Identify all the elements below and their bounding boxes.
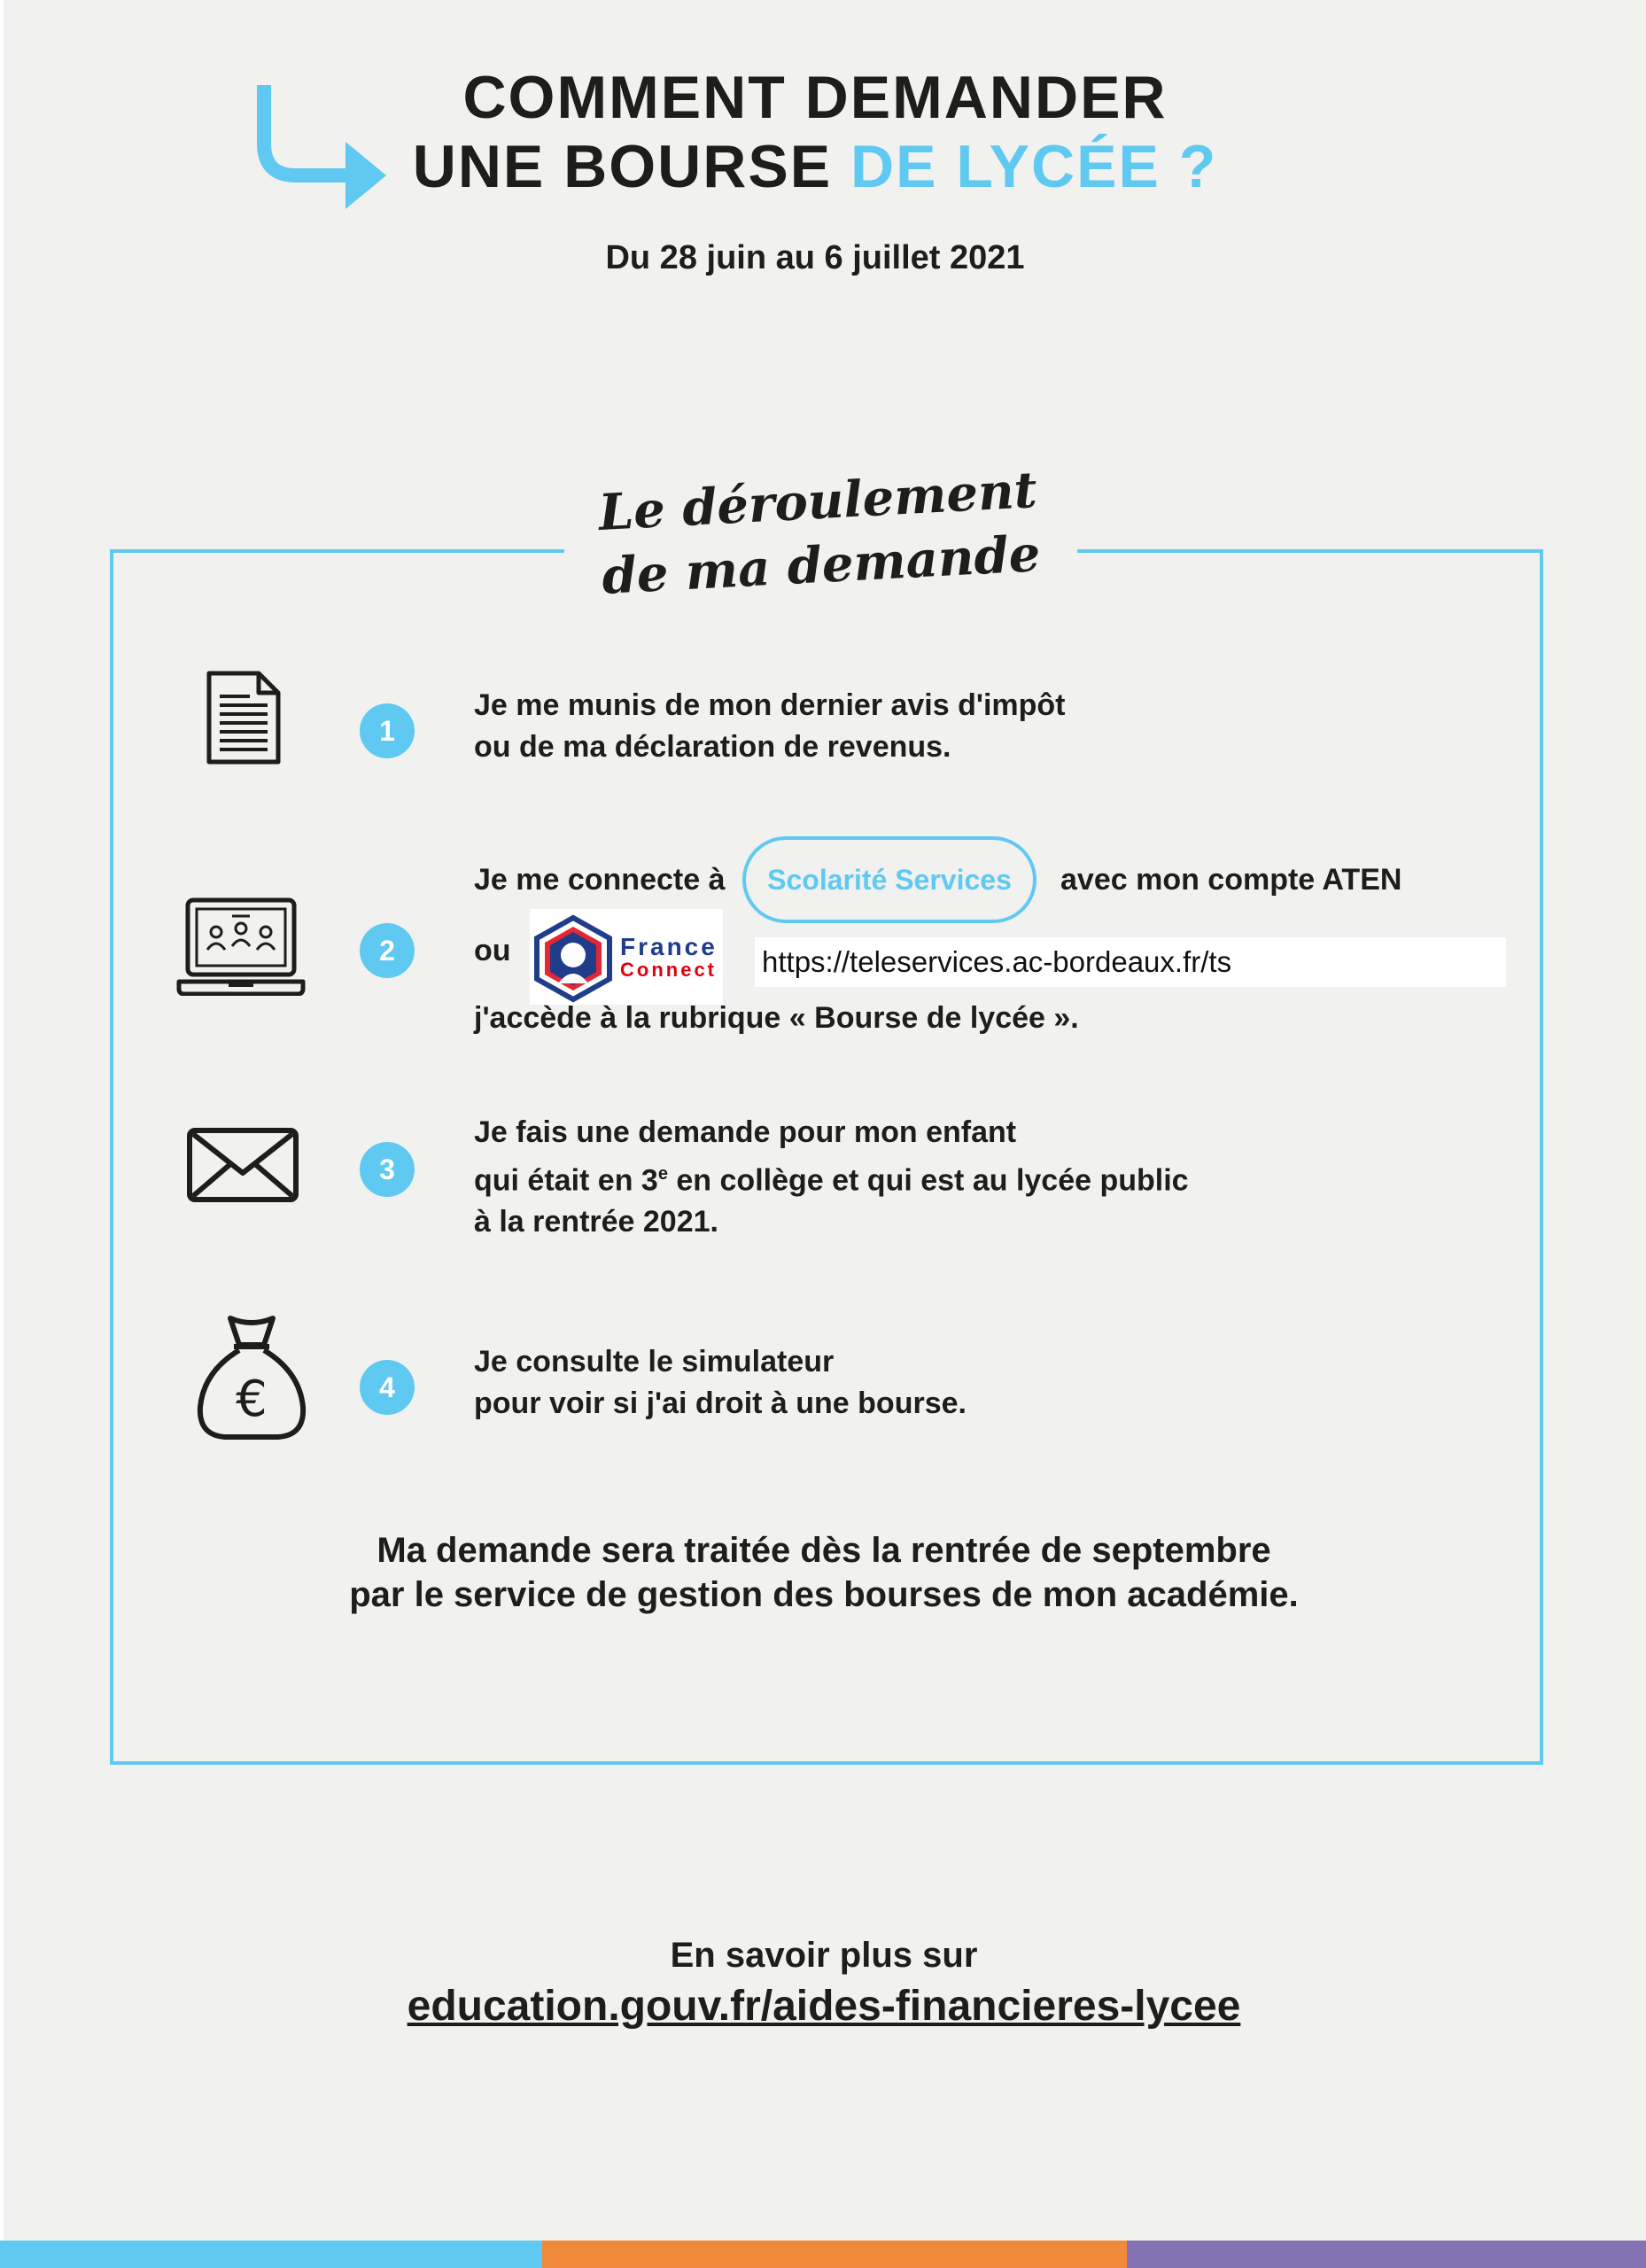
footer-bar-purple: [1127, 2241, 1646, 2268]
frame-border-bottom: [110, 1761, 1543, 1765]
title-accent: DE LYCÉE ?: [850, 133, 1218, 200]
page-title-line2: [354, 131, 1276, 202]
frame-border-right: [1540, 549, 1543, 1765]
page-edge: [0, 0, 4, 2268]
step-number-2: 2: [360, 923, 415, 978]
footer-bar-blue: [0, 2241, 542, 2268]
frame-border-top-left: [110, 549, 564, 553]
step-2-ou: ou: [474, 934, 511, 967]
step-2-line1-a: Je me connecte à: [474, 863, 726, 897]
teleservices-url[interactable]: https://teleservices.ac-bordeaux.fr/ts: [755, 937, 1506, 987]
frame-border-left: [110, 549, 113, 1765]
envelope-icon: [186, 1127, 299, 1203]
page-title-line1: COMMENT DEMANDER: [462, 64, 1168, 131]
section-title: Le déroulement de ma demande: [597, 461, 1042, 606]
step-number-1: 1: [360, 703, 415, 758]
conclusion-text: Ma demande sera traitée dès la rentrée de septembre par le service de gestion des bourses de mon académie.: [349, 1531, 1299, 1614]
france-connect-logo-icon: [532, 914, 615, 1007]
date-range: Du 28 juin au 6 juillet 2021: [605, 239, 1025, 276]
svg-text:€: €: [236, 1371, 268, 1428]
footer-bar-orange: [542, 2241, 1127, 2268]
document-icon: [206, 670, 282, 765]
step-number-3: 3: [360, 1142, 415, 1197]
step-4-text: Je consulte le simulateur pour voir si j'ai droit à une bourse.: [474, 1345, 967, 1420]
step-2-line3: j'accède à la rubrique « Bourse de lycée ».: [474, 1001, 1079, 1035]
step-1-text: Je me munis de mon dernier avis d'impôt ou de ma déclaration de revenus.: [474, 688, 1066, 764]
title-part: UNE BOURSE: [412, 133, 833, 200]
scolarite-services-button[interactable]: Scolarité Services: [742, 836, 1037, 923]
info-link[interactable]: education.gouv.fr/aides-financieres-lycee: [407, 1983, 1241, 2030]
step-3-text: Je fais une demande pour mon enfant qui était en 3e en collège et qui est au lycée public à la rentrée 2021.: [474, 1115, 1189, 1239]
step-2-line1-b: avec mon compte ATEN: [1060, 863, 1402, 897]
france-connect-label: France Connect: [620, 933, 718, 981]
money-bag-icon: [195, 1315, 308, 1441]
laptop-icon: [175, 897, 307, 996]
learn-more-label: En savoir plus sur: [670, 1936, 978, 1975]
step-number-4: 4: [360, 1360, 415, 1415]
frame-border-top-right: [1077, 549, 1543, 553]
